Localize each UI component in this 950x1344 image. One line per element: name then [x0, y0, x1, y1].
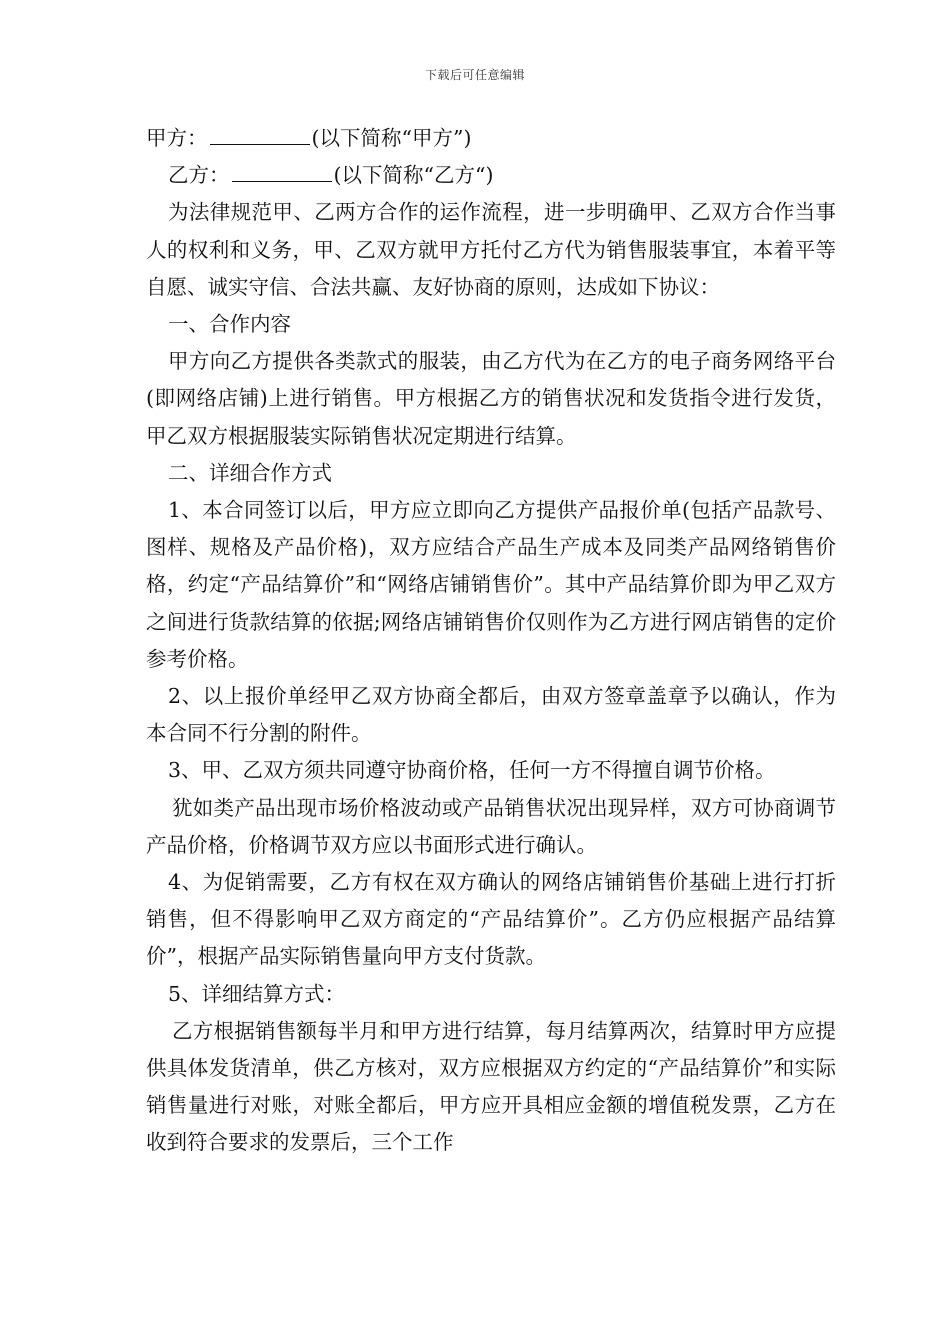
section1-paragraph: 甲方向乙方提供各类款式的服装，由乙方代为在乙方的电子商务网络平台(即网络店铺)上进行销售。甲方根据乙方的销售状况和发货指令进行发货，甲乙双方根据服装实际销售状况定期进行结算。	[146, 349, 836, 448]
clause-5-heading: 5、详细结算方式：	[168, 981, 346, 1006]
clause-3-continued: 犹如类产品出现市场价格波动或产品销售状况出现异样，双方可协商调节产品价格，价格调节双方应以书面形式进行确认。	[146, 795, 836, 857]
section2-heading: 二、详细合作方式	[168, 460, 332, 485]
section1-heading: 一、合作内容	[168, 312, 291, 337]
party-a-label: 甲方：	[146, 126, 208, 150]
document-body	[146, 120, 836, 1162]
party-b-line	[146, 157, 836, 194]
clause-5-paragraph: 乙方根据销售额每半月和甲方进行结算，每月结算两次，结算时甲方应提供具体发货清单，供乙方核对，双方应根据双方约定的“产品结算价”和实际销售量进行对账，对账全都后，甲方应开具相应金额的增值税发票，乙方在收到符合要求的发票后，三个工作	[146, 1018, 836, 1155]
intro-paragraph: 为法律规范甲、乙两方合作的运作流程，进一步明确甲、乙双方合作当事人的权利和义务，甲、乙双方就甲方托付乙方代为销售服装事宜，本着平等自愿、诚实守信、合法共赢、友好协商的原则，达成如下协议：	[146, 200, 836, 299]
party-b-label: 乙方：	[168, 163, 230, 188]
clause-3: 3、甲、乙双方须共同遵守协商价格，任何一方不得擅自调节价格。	[168, 758, 776, 783]
party-b-suffix: (以下简称“乙方“)	[333, 163, 494, 188]
clause-2: 2、以上报价单经甲乙双方协商全都后，由双方签章盖章予以确认，作为本合同不行分割的附件。	[146, 684, 836, 746]
clause-1: 1、本合同签订以后，甲方应立即向乙方提供产品报价单(包括产品款号、图样、规格及产品价格)，双方应结合产品生产成本及同类产品网络销售价格，约定“产品结算价”和“网络店铺销售价”。其中产品结算价即为甲乙双方之间进行货款结算的依据;网络店铺销售价仅则作为乙方进行网店销售的定价参考价格。	[146, 498, 836, 671]
clause-4: 4、为促销需要，乙方有权在双方确认的网络店铺销售价基础上进行打折销售，但不得影响甲乙双方商定的“产品结算价”。乙方仍应根据产品结算价”，根据产品实际销售量向甲方支付货款。	[146, 870, 836, 969]
header-note: 下载后可任意编辑	[424, 68, 525, 82]
party-a-blank	[210, 120, 310, 145]
party-a-suffix: (以下简称“甲方”)	[311, 126, 472, 150]
party-a-line	[146, 120, 836, 157]
party-b-blank	[232, 157, 332, 182]
